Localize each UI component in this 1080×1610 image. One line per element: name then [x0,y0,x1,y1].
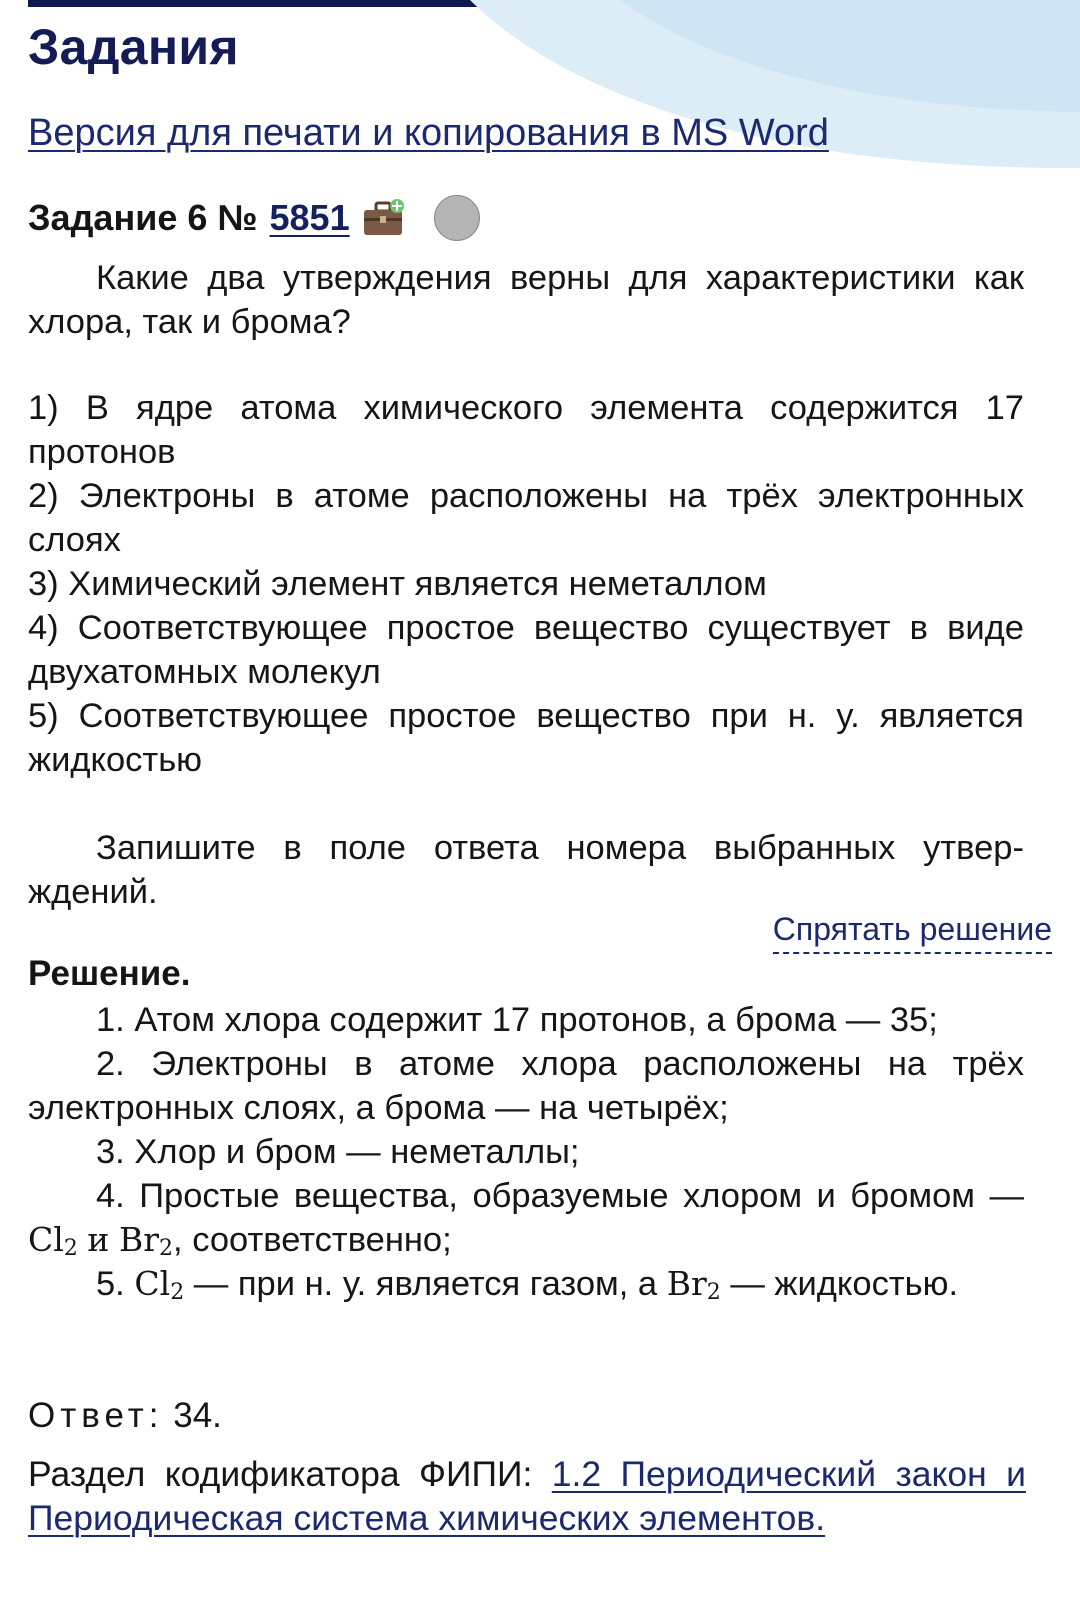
solution-step-4 [28,1174,1024,1271]
codifier-section [28,1452,1026,1540]
solution-step-1: 1. Атом хлора содержит 17 протонов, а брома — 35; [96,1001,938,1039]
step5-prefix: 5. [96,1265,125,1303]
step4-conjunction: и [87,1220,110,1259]
codifier-link[interactable]: 1.2 Периодический закон и Периодическая система химических элементов. [28,1454,1026,1538]
solution-title: Решение. [28,954,191,993]
status-dot-icon [434,195,480,241]
option-3: 3) Химический элемент является неметаллом [28,565,767,603]
solution-step-2: 2. Электроны в атоме хлора расположены на трёх электронных слоях, а брома — на четырёх; [28,1045,1024,1127]
task-header [28,192,480,244]
step5-middle: — при н. у. является газом, а [193,1265,658,1303]
answer [28,1396,222,1436]
solution-step-3: 3. Хлор и бром — неметаллы; [96,1133,580,1171]
option-5: 5) Соответствующее простое вещество при н. у. является жидкостью [28,697,1024,779]
briefcase-icon[interactable] [362,198,404,238]
codifier-label: Раздел кодификатора ФИПИ: [28,1454,533,1494]
hide-solution-link[interactable]: Спрятать решение [773,910,1052,954]
option-4: 4) Соответствующее простое вещество существует в виде двухатомных молекул [28,609,1024,691]
formula-cl2: $Cl_2$ [134,1264,185,1305]
task-question: Какие два утверждения верны для характеристики как хлора, так и брома? [28,259,1024,341]
formula-br2: $Br_2$ [119,1220,174,1261]
step4-prefix: 4. Простые вещества, образуемые хлором и бромом — [96,1177,1024,1215]
option-2: 2) Электроны в атоме расположены на трёх электронных слоях [28,477,1024,559]
print-version-link[interactable]: Версия для печати и копирования в MS Word [28,112,829,154]
formula-cl2: $Cl_2$ [28,1220,78,1261]
answer-label: Ответ: [28,1396,164,1435]
task-instruction: Запишите в поле ответа номера выбранных утверждений. [28,829,1024,911]
answer-value: 34. [173,1396,222,1435]
formula-br2: $Br_2$ [666,1264,721,1305]
page-title: Задания [28,19,239,75]
task-label: Задание 6 № [28,197,258,238]
step4-suffix: , соответственно; [173,1221,452,1259]
option-1: 1) В ядре атома химического элемента содержится 17 протонов [28,389,1024,471]
step5-suffix: — жидкостью. [730,1265,959,1303]
solution-step-5 [28,1262,1024,1315]
task-number-link[interactable]: 5851 [269,197,350,238]
